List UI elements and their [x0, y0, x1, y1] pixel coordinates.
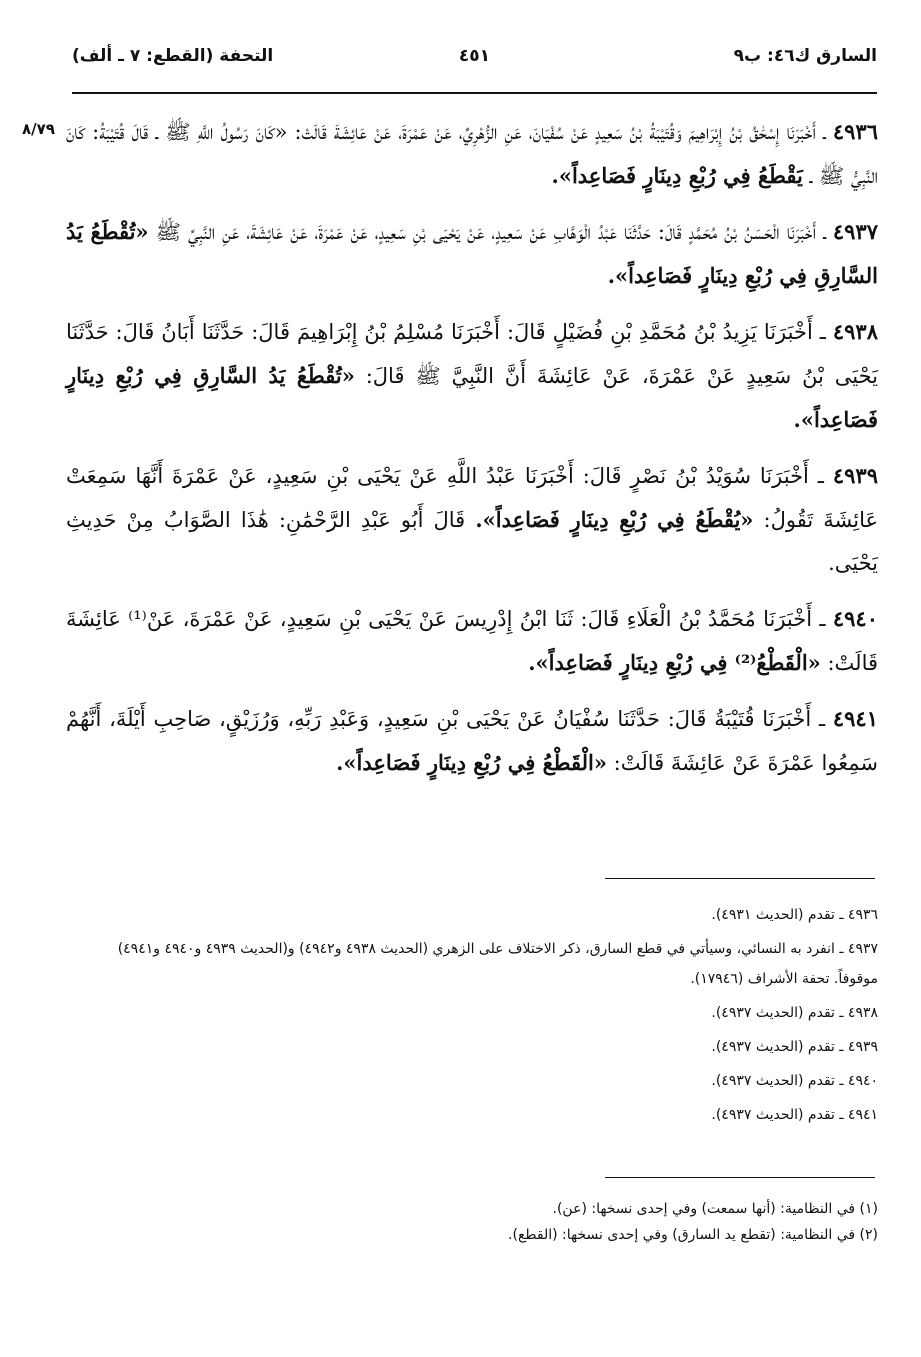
- hadith-number: ٤٩٤١: [832, 706, 878, 731]
- footnotes-rule: [605, 1177, 875, 1178]
- hadith-chain: أَخْبَرَنَا الْحَسَنُ بْنُ مُحَمَّدٍ قَالَ: حَدَّثَنَا عَبْدُ الْوَهَّابِ عَنْ سَعِيدٍ، عَنْ يَحْيَى بْنِ سَعِيدٍ، عَنْ عَمْرَةَ، عَنْ عَائِشَةَ، عَنِ النَّبِيِّ ﷺ: [155, 220, 817, 244]
- hadith-4938: ٤٩٣٨ ـ أَخْبَرَنَا يَزِيدُ بْنُ مُحَمَّدِ بْنِ فُضَيْلٍ قَالَ: أَخْبَرَنَا مُسْلِمُ بْنُ إِبْرَاهِيمَ قَالَ: حَدَّثَنَا أَبَانُ قَالَ: حَدَّثَنَا يَحْيَى بْنُ سَعِيدٍ عَنْ عَمْرَةَ، عَنْ عَائِشَةَ أَنَّ النَّبِيَّ ﷺ قَالَ: «تُقْطَعُ يَدُ السَّارِقِ فِي رُبْعِ دِينَارٍ فَصَاعِداً».: [66, 319, 878, 432]
- hadith-quote: يَقْطَعُ فِي رُبْعِ دِينَارٍ فَصَاعِداً».: [551, 163, 803, 188]
- hadith-number: ٤٩٣٩: [832, 463, 878, 488]
- hadith-number: ٤٩٣٨: [832, 319, 878, 344]
- header-rule: [72, 92, 877, 94]
- hadith-4936: ٤٩٣٦ ـ أَخْبَرَنَا إِسْحَٰقُ بْنُ إِبْرَاهِيمَ وَقُتَيْبَةُ بْنُ سَعِيدٍ عَنْ سُفْيَانَ، عَنِ الزُّهْرِيِّ، عَنْ عَمْرَةَ، عَنْ عَائِشَةَ قَالَتْ: «كَانَ رَسُولُ اللَّهِ ﷺ ـ قَالَ قُتَيْبَةُ: كَانَ النَّبِيُّ ﷺ ـ يَقْطَعُ فِي رُبْعِ دِينَارٍ فَصَاعِداً».: [66, 119, 878, 188]
- margin-note: ٨/٧٩: [22, 120, 55, 138]
- hadith-quote: «يُقْطَعُ فِي رُبْعِ دِينَارٍ فَصَاعِداً».: [475, 507, 754, 532]
- footnote-item: (١) في النظامية: (أنها سمعت) وفي إحدى نسخها: (عن).: [552, 1201, 878, 1217]
- hadith-4939: ٤٩٣٩ ـ أَخْبَرَنَا سُوَيْدُ بْنُ نَصْرٍ قَالَ: أَخْبَرَنَا عَبْدُ اللَّهِ عَنْ يَحْيَى بْنِ سَعِيدٍ، عَنْ عَمْرَةَ أَنَّهَا سَمِعَتْ عَائِشَةَ تَقُولُ: «يُقْطَعُ فِي رُبْعِ دِينَارٍ فَصَاعِداً». قَالَ أَبُو عَبْدِ الرَّحْمَٰنِ: هَٰذَا الصَّوَابُ مِنْ حَدِيثِ يَحْيَى.: [66, 463, 879, 575]
- hadith-quote: «تُقْطَعُ يَدُ السَّارِقِ فِي رُبْعِ دِينَارٍ فَصَاعِداً».: [66, 219, 878, 288]
- reference-item: ٤٩٣٦ ـ تقدم (الحديث ٤٩٣١).: [711, 907, 878, 923]
- hadith-4941: ٤٩٤١ ـ أَخْبَرَنَا قُتَيْبَةُ قَالَ: حَدَّثَنَا سُفْيَانُ عَنْ يَحْيَى بْنِ سَعِيدٍ، وَعَبْدِ رَبِّهِ، وَرُزَيْقٍ، صَاحِبِ أَيْلَةَ، أَنَّهُمْ سَمِعُوا عَمْرَةَ عَنْ عَائِشَةَ قَالَتْ: «الْقَطْعُ فِي رُبْعِ دِينَارٍ فَصَاعِداً».: [66, 706, 878, 775]
- reference-item: ٤٩٤٠ ـ تقدم (الحديث ٤٩٣٧).: [711, 1073, 878, 1089]
- footnote-item: (٢) في النظامية: (تقطع يد السارق) وفي إحدى نسخها: (القطع).: [508, 1227, 878, 1243]
- hadith-chain: أَخْبَرَنَا قُتَيْبَةُ قَالَ: حَدَّثَنَا سُفْيَانُ عَنْ يَحْيَى بْنِ سَعِيدٍ، وَعَبْدِ رَبِّهِ، وَرُزَيْقٍ، صَاحِبِ أَيْلَةَ، أَنَّهُمْ سَمِعُوا عَمْرَةَ عَنْ عَائِشَةَ قَالَتْ:: [66, 707, 878, 775]
- hadith-text: [66, 110, 878, 797]
- header-tuhfa-ref: التحفة (القطع: ٧ ـ ألف): [72, 46, 274, 66]
- hadith-quote: «تُقْطَعُ يَدُ السَّارِقِ فِي رُبْعِ دِينَارٍ فَصَاعِداً».: [66, 363, 878, 432]
- reference-item: ٤٩٣٨ ـ تقدم (الحديث ٤٩٣٧).: [711, 1005, 878, 1021]
- hadith-quote: «الْقَطْعُ فِي رُبْعِ دِينَارٍ فَصَاعِداً».: [336, 750, 607, 775]
- hadith-chain: أَخْبَرَنَا يَزِيدُ بْنُ مُحَمَّدِ بْنِ فُضَيْلٍ قَالَ: أَخْبَرَنَا مُسْلِمُ بْنُ إِبْرَاهِيمَ قَالَ: حَدَّثَنَا أَبَانُ قَالَ: حَدَّثَنَا يَحْيَى بْنُ سَعِيدٍ عَنْ عَمْرَةَ، عَنْ عَائِشَةَ أَنَّ النَّبِيَّ ﷺ قَالَ:: [66, 320, 878, 388]
- references-rule: [605, 878, 875, 879]
- header-chapter: السارق ك٤٦: ب٩: [733, 46, 877, 66]
- footnotes: [72, 1196, 878, 1248]
- reference-item: ٤٩٤١ ـ تقدم (الحديث ٤٩٣٧).: [711, 1107, 878, 1123]
- hadith-number: ٤٩٣٧: [832, 219, 878, 244]
- hadith-chain: أَخْبَرَنَا سُوَيْدُ بْنُ نَصْرٍ قَالَ: أَخْبَرَنَا عَبْدُ اللَّهِ عَنْ يَحْيَى بْنِ سَعِيدٍ، عَنْ عَمْرَةَ أَنَّهَا سَمِعَتْ عَائِشَةَ تَقُولُ:: [66, 464, 879, 532]
- hadith-number: ٤٩٤٠: [832, 606, 878, 631]
- hadith-chain: أَخْبَرَنَا مُحَمَّدُ بْنُ الْعَلَاءِ قَالَ: ثَنَا ابْنُ إِدْرِيسَ عَنْ يَحْيَى بْنِ سَعِيدٍ، عَنْ عَمْرَةَ، عَنْ⁽¹⁾ عَائِشَةَ قَالَتْ:: [66, 607, 878, 675]
- hadith-comment: قَالَ أَبُو عَبْدِ الرَّحْمَٰنِ: هَٰذَا الصَّوَابُ مِنْ حَدِيثِ يَحْيَى.: [66, 508, 878, 575]
- hadith-quote: «الْقَطْعُ⁽²⁾ فِي رُبْعِ دِينَارٍ فَصَاعِداً».: [528, 650, 821, 675]
- page-header: [72, 40, 877, 76]
- hadith-4940: ٤٩٤٠ ـ أَخْبَرَنَا مُحَمَّدُ بْنُ الْعَلَاءِ قَالَ: ثَنَا ابْنُ إِدْرِيسَ عَنْ يَحْيَى بْنِ سَعِيدٍ، عَنْ عَمْرَةَ، عَنْ⁽¹⁾ عَائِشَةَ قَالَتْ: «الْقَطْعُ⁽²⁾ فِي رُبْعِ دِينَارٍ فَصَاعِداً».: [66, 606, 878, 675]
- takhrij-references: [72, 900, 878, 1134]
- reference-item: ٤٩٣٧ ـ انفرد به النسائي، وسيأتي في قطع السارق، ذكر الاختلاف على الزهري (الحديث ٤٩٣٨ و٤٩٤٢) و(الحديث ٤٩٣٩ و٤٩٤٠ و٤٩٤١) موقوفاً. تحفة الأشراف (١٧٩٤٦).: [117, 941, 878, 987]
- reference-item: ٤٩٣٩ ـ تقدم (الحديث ٤٩٣٧).: [711, 1039, 878, 1055]
- hadith-4937: ٤٩٣٧ ـ أَخْبَرَنَا الْحَسَنُ بْنُ مُحَمَّدٍ قَالَ: حَدَّثَنَا عَبْدُ الْوَهَّابِ عَنْ سَعِيدٍ، عَنْ يَحْيَى بْنِ سَعِيدٍ، عَنْ عَمْرَةَ، عَنْ عَائِشَةَ، عَنِ النَّبِيِّ ﷺ «تُقْطَعُ يَدُ السَّارِقِ فِي رُبْعِ دِينَارٍ فَصَاعِداً».: [66, 219, 878, 288]
- hadith-number: ٤٩٣٦: [832, 119, 878, 144]
- page-number: ٤٥١: [458, 46, 491, 66]
- hadith-chain: أَخْبَرَنَا إِسْحَٰقُ بْنُ إِبْرَاهِيمَ وَقُتَيْبَةُ بْنُ سَعِيدٍ عَنْ سُفْيَانَ، عَنِ الزُّهْرِيِّ، عَنْ عَمْرَةَ، عَنْ عَائِشَةَ قَالَتْ: «كَانَ رَسُولُ اللَّهِ ﷺ ـ قَالَ قُتَيْبَةُ: كَانَ النَّبِيُّ ﷺ ـ: [66, 120, 878, 188]
